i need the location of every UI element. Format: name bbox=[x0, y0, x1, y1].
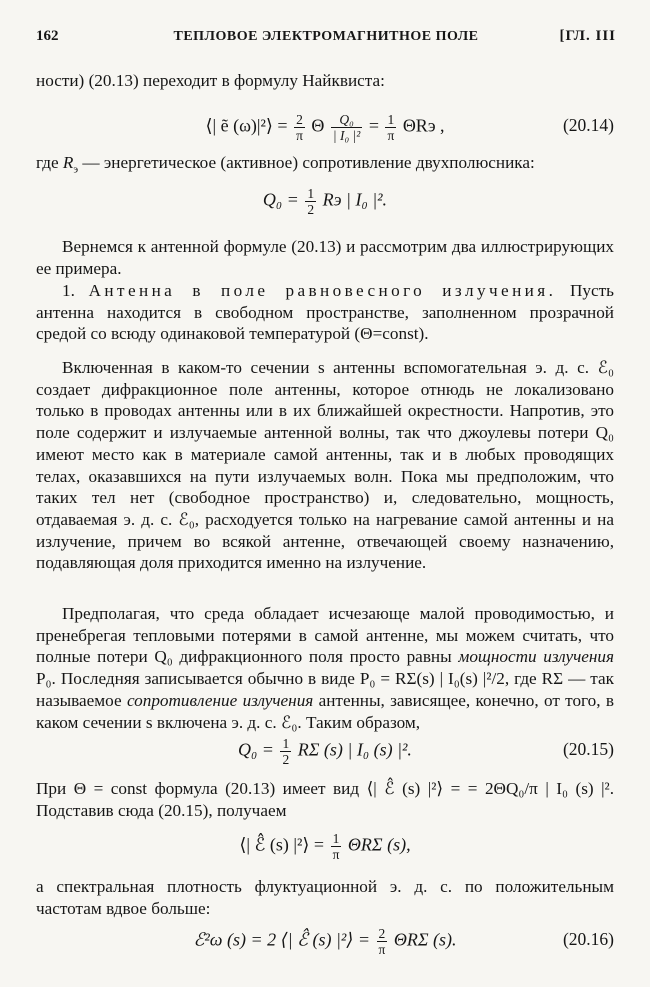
paragraph-diffraction: Включенная в каком-то сечении s антенны вспомогательная э. д. с. ℰ₀ создает дифракционное поле антенны, которое отнюдь не локализовано только в проводах антенны или в их ближайшей окрестности. Напротив, это поле содержит и излучаемые антенной волны, так что джоулевы потери Q₀ имеют место как в материале самой антенны, так и в любых проводящих телах, оказавшихся на пути излучаемых волн. Пока мы предположим, что таких тел нет (свободное пространство) и, следовательно, мощность, отдаваемая э. д. с. ℰ₀, расходуется только на нагревание самой антенны и на излучение, причем во всякой антенне, отвечающей своему назначению, подавляющая доля приходится именно на излучение. bbox=[36, 358, 614, 573]
frac-den: π bbox=[378, 942, 386, 957]
frac-num: 1 bbox=[282, 736, 290, 751]
fraction bbox=[377, 926, 388, 957]
eq-equals: = bbox=[368, 115, 379, 136]
example-number: 1. bbox=[62, 281, 75, 300]
equation-body bbox=[36, 926, 614, 957]
text-definition: — энергетическое (активное) сопротивление двухполюсника: bbox=[82, 153, 535, 172]
frac-num: 2 bbox=[294, 112, 305, 128]
running-title: ТЕПЛОВОЕ ЭЛЕКТРОМАГНИТНОЕ ПОЛЕ bbox=[173, 29, 479, 44]
symbol-r: R bbox=[62, 153, 74, 172]
eq-lhs: ℰ²ω (s) = 2 ⟨| ℰ̂ (s) |²⟩ = bbox=[193, 929, 370, 950]
equation-number: (20.15) bbox=[562, 739, 614, 759]
frac-den: π bbox=[332, 847, 340, 862]
text-segment: P₀. Последняя записывается обычно в виде P₀ = RΣ(s) | I₀(s) |²/2, где RΣ — так называемое bbox=[36, 669, 614, 710]
paragraph-definition bbox=[36, 152, 614, 181]
equation-body bbox=[36, 186, 614, 217]
frac-den: 2 bbox=[307, 202, 315, 217]
equation-20-14 bbox=[36, 106, 614, 146]
fraction bbox=[305, 186, 316, 217]
equation-spectral bbox=[36, 825, 614, 865]
frac-den: | I₀ |² bbox=[332, 128, 361, 143]
eq-theta: Θ bbox=[311, 115, 325, 136]
eq-rhs: Rэ | I₀ |². bbox=[322, 189, 388, 210]
term-radiation-power: мощности излучения bbox=[458, 647, 615, 667]
frac-num: 1 bbox=[307, 186, 315, 201]
paragraph-intro: ности) (20.13) переходит в формулу Найквиста: bbox=[36, 71, 385, 90]
example-title: Антенна в поле равновесного излучения. bbox=[88, 281, 557, 300]
equation-body bbox=[36, 831, 614, 862]
frac-num: 1 bbox=[385, 112, 396, 128]
fraction bbox=[294, 112, 305, 143]
frac-num: Q₀ bbox=[331, 112, 362, 128]
eq-rhs: ΘRΣ (s), bbox=[347, 834, 411, 855]
text-segment: антенны, зависящее, конечно, от того, в каком сечении s включена э. д. с. ℰ₀. Таким образом, bbox=[36, 690, 614, 732]
paragraph-const: При Θ = const формула (20.13) имеет вид ⟨| ℰ̂ (s) |²⟩ = = 2ΘQ₀/π | I₀ (s) |². Подставив сюда (20.15), получаем bbox=[36, 779, 614, 820]
frac-num: 1 bbox=[331, 831, 342, 847]
frac-den: 2 bbox=[282, 752, 290, 767]
equation-body bbox=[36, 736, 614, 767]
eq-lhs: Q₀ = bbox=[238, 739, 274, 760]
equation-q0 bbox=[36, 180, 614, 220]
equation-number: (20.16) bbox=[562, 929, 614, 949]
paragraph-return: Вернемся к антенной формуле (20.13) и рассмотрим два иллюстрирующих ее примера. bbox=[36, 237, 614, 278]
text-where: где bbox=[36, 153, 59, 172]
symbol-r-subscript: э bbox=[73, 163, 79, 176]
equation-20-16 bbox=[36, 920, 614, 960]
chapter-marker: [ГЛ. III bbox=[559, 28, 616, 44]
fraction bbox=[331, 112, 362, 143]
paragraph-example-1 bbox=[36, 280, 614, 345]
equation-body bbox=[36, 112, 614, 143]
eq-rhs: ΘRΣ (s). bbox=[393, 929, 457, 950]
eq-lhs: ⟨| ẽ (ω)|²⟩ = bbox=[205, 115, 288, 136]
paragraph-positive-freq: а спектральная плотность флуктуационной э. д. с. по положительным частотам вдвое больше: bbox=[36, 877, 614, 918]
equation-number: (20.14) bbox=[562, 115, 614, 135]
eq-lhs: Q₀ = bbox=[262, 189, 299, 210]
eq-rhs: ΘRэ , bbox=[402, 115, 445, 136]
frac-num: 2 bbox=[377, 926, 388, 942]
fraction bbox=[331, 831, 342, 862]
term-radiation-resistance: сопротивление излучения bbox=[126, 690, 314, 710]
frac-den: π bbox=[296, 128, 303, 143]
equation-20-15 bbox=[36, 730, 614, 770]
fraction bbox=[280, 736, 291, 767]
text-segment: Предполагая, что среда обладает исчезающе малой проводимостью, и пренебрегая тепловыми потерями в самой антенне, мы можем считать, что полные потери Q₀ дифракционного поля просто равны bbox=[36, 604, 614, 667]
fraction bbox=[385, 112, 396, 143]
running-header bbox=[36, 28, 616, 52]
frac-den: π bbox=[387, 128, 395, 143]
paragraph-assumption bbox=[36, 603, 614, 733]
page-number: 162 bbox=[36, 28, 59, 44]
eq-lhs: ⟨| ℰ̂ (s) |²⟩ = bbox=[239, 834, 325, 855]
eq-rhs: RΣ (s) | I₀ (s) |². bbox=[297, 739, 412, 760]
example-text: Пусть антенна находится в свободном пространстве, заполненном прозрачной средой со всюду одинаковой температурой (Θ=const). bbox=[36, 281, 614, 344]
